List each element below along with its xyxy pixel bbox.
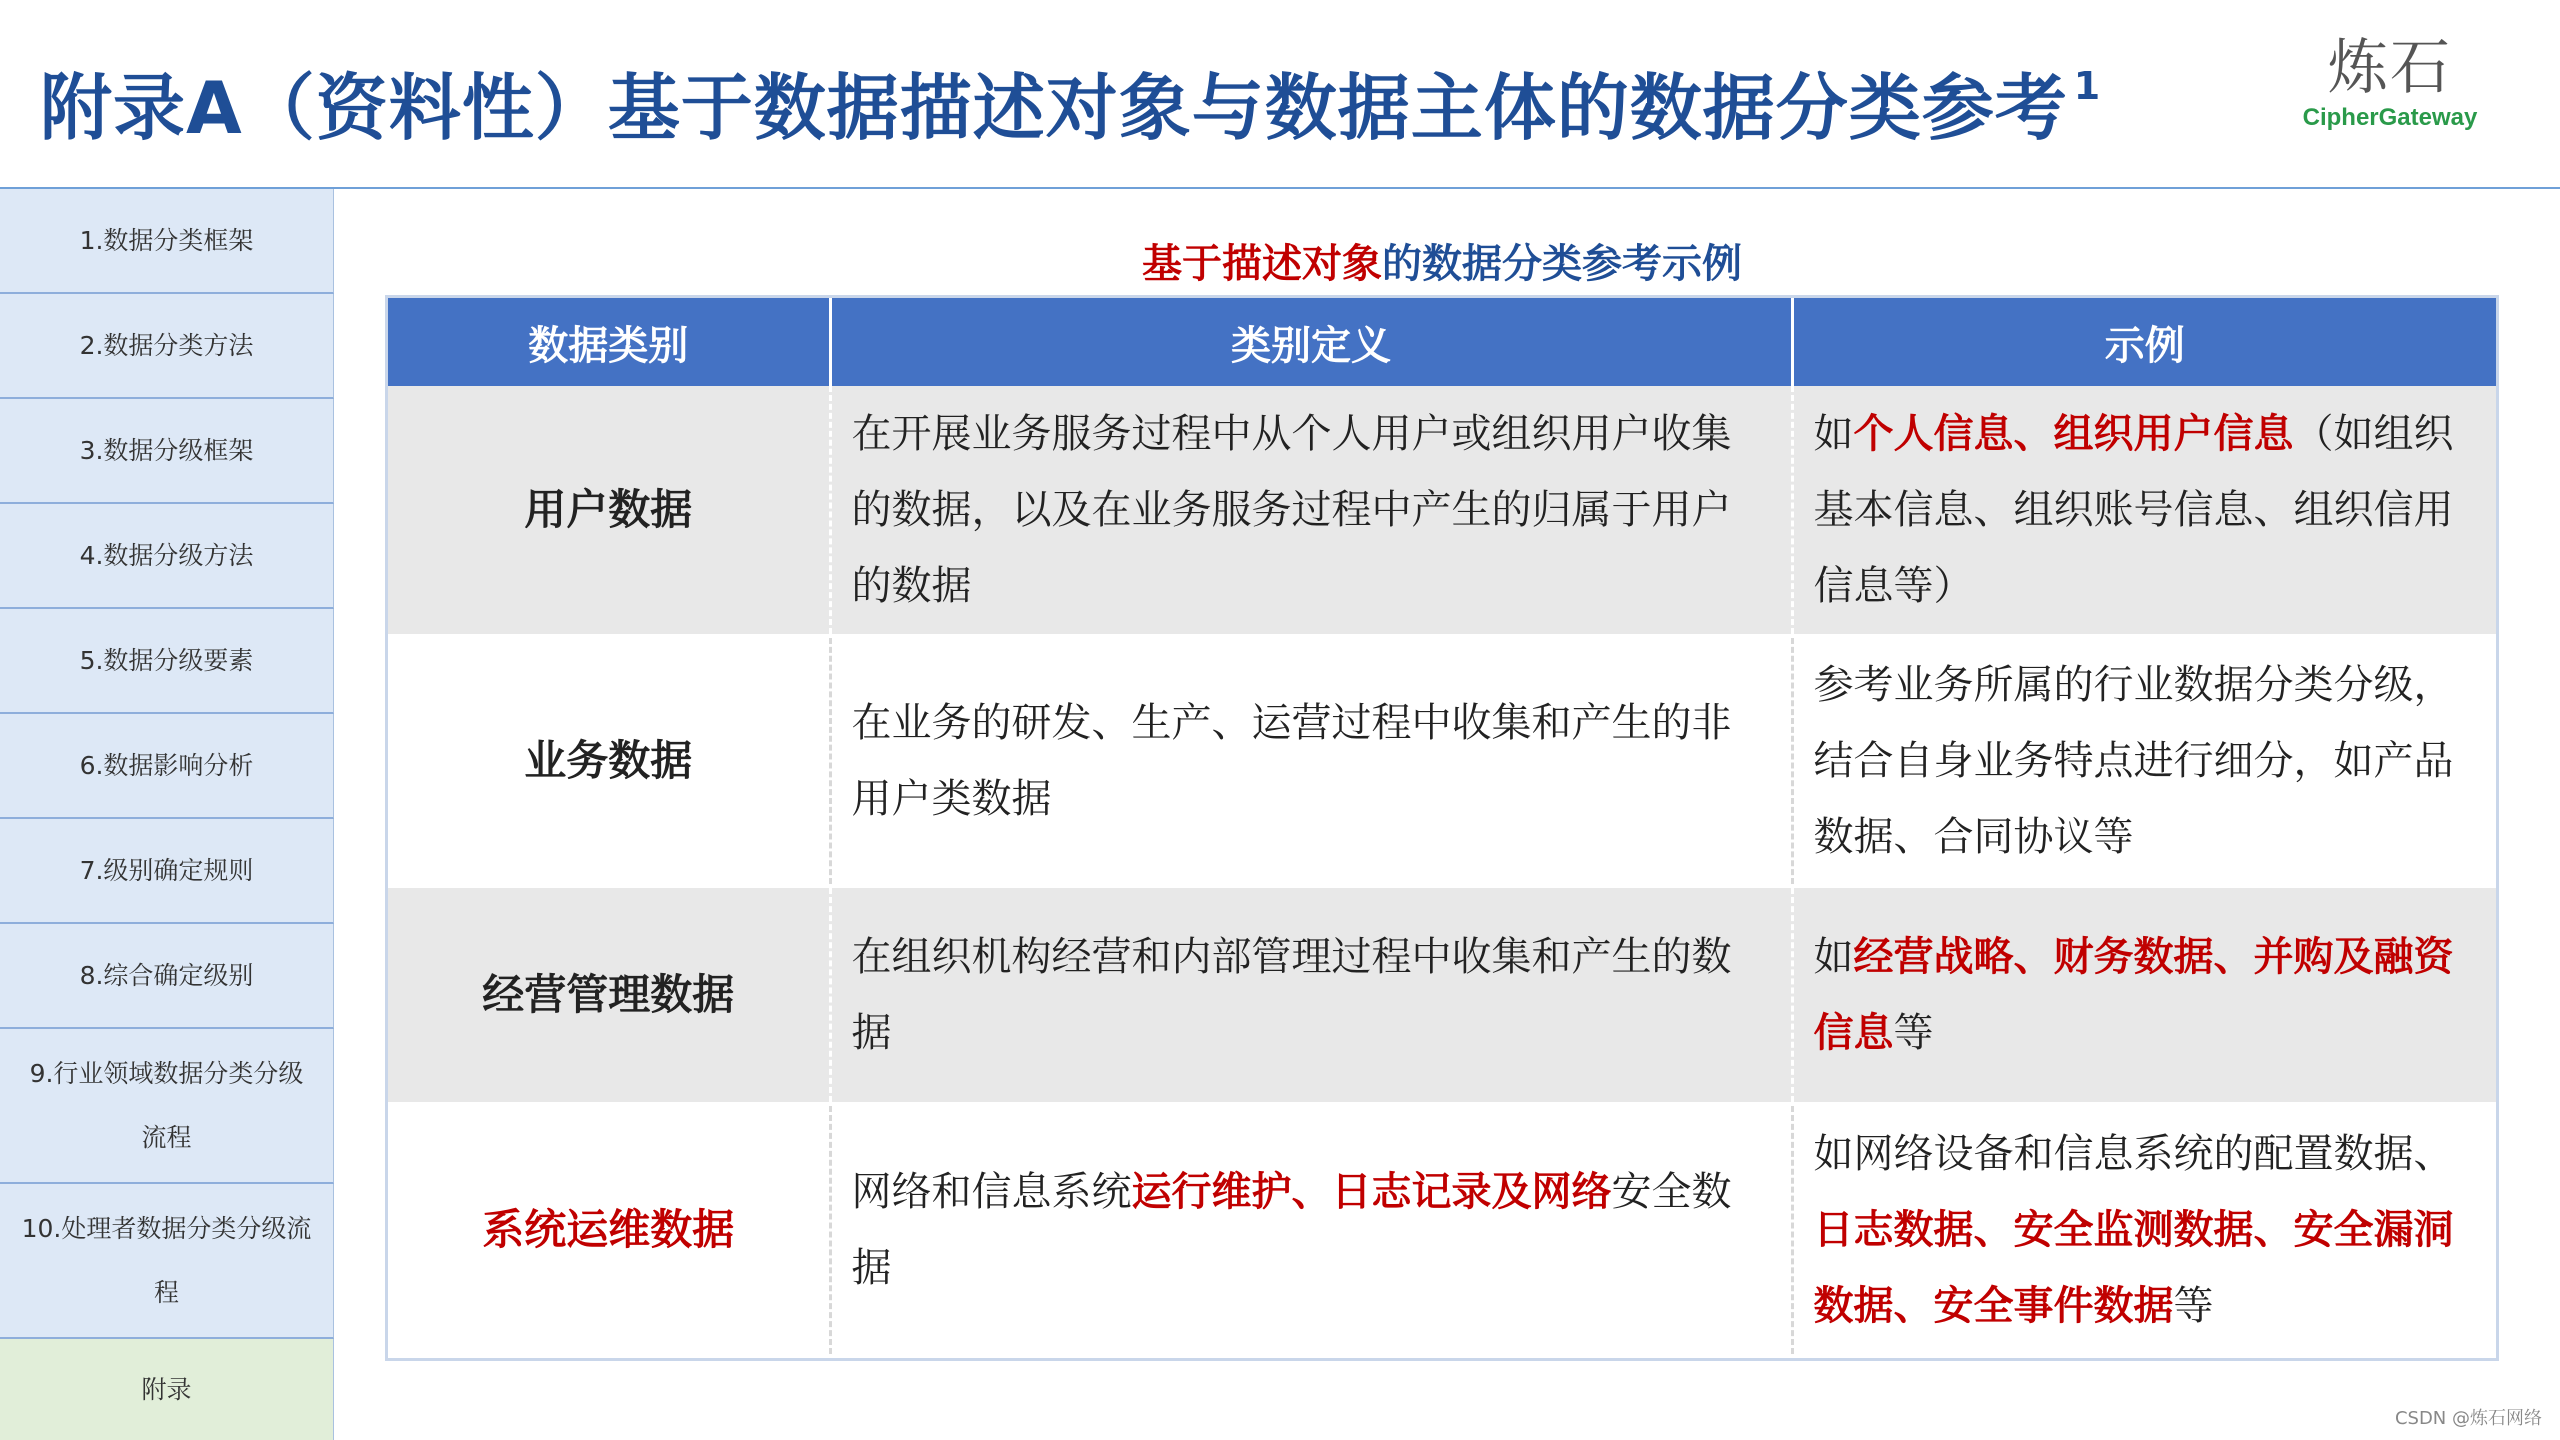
sidebar-item-level-rules[interactable]: 7.级别确定规则: [0, 819, 334, 924]
category-cell: 业务数据: [388, 636, 830, 886]
sidebar-item-combined-level[interactable]: 8.综合确定级别: [0, 924, 334, 1029]
table-row: [388, 386, 2496, 636]
sidebar-item-grading-elements[interactable]: 5.数据分级要素: [0, 609, 334, 714]
sidebar-item-impact-analysis[interactable]: 6.数据影响分析: [0, 714, 334, 819]
table-row: [388, 636, 2496, 886]
page-title: 附录A（资料性）基于数据描述对象与数据主体的数据分类参考 $^1$: [40, 64, 2102, 150]
table-header-row: [388, 298, 2496, 386]
category-cell: 用户数据: [388, 386, 830, 636]
example-cell: 如经营战略、财务数据、并购及融资信息等: [1792, 886, 2496, 1104]
example-cell: 如网络设备和信息系统的配置数据、日志数据、安全监测数据、安全漏洞数据、安全事件数据等: [1792, 1104, 2496, 1356]
sidebar-item-processor-process[interactable]: 10.处理者数据分类分级流程: [0, 1184, 334, 1339]
footnote-marker: 1: [2073, 64, 2102, 108]
definition-cell: 在开展业务服务过程中从个人用户或组织用户收集的数据，以及在业务服务过程中产生的归属于用户的数据: [830, 386, 1792, 636]
page-header: [0, 0, 2560, 189]
sidebar-item-industry-process[interactable]: 9.行业领域数据分类分级流程: [0, 1029, 334, 1184]
sidebar-nav: [0, 189, 334, 1440]
category-cell: 系统运维数据: [388, 1104, 830, 1356]
table-row: [388, 886, 2496, 1104]
definition-cell: 在组织机构经营和内部管理过程中收集和产生的数据: [830, 886, 1792, 1104]
column-header-example: 示例: [1792, 298, 2496, 386]
watermark: CSDN @炼石网络: [2394, 1408, 2542, 1429]
column-header-category: 数据类别: [388, 298, 830, 386]
sidebar-item-classification-method[interactable]: 2.数据分类方法: [0, 294, 334, 399]
logo-text: CipherGateway: [2302, 104, 2478, 131]
sidebar-item-classification-framework[interactable]: 1.数据分类框架: [0, 189, 334, 294]
column-header-definition: 类别定义: [830, 298, 1792, 386]
table-row: [388, 1104, 2496, 1356]
classification-table: [388, 298, 2496, 1358]
definition-cell: 在业务的研发、生产、运营过程中收集和产生的非用户类数据: [830, 636, 1792, 886]
category-cell: 经营管理数据: [388, 886, 830, 1104]
company-logo: [2290, 33, 2490, 132]
example-cell: 如个人信息、组织用户信息（如组织基本信息、组织账号信息、组织信用信息等）: [1792, 386, 2496, 636]
sidebar-item-appendix[interactable]: 附录: [0, 1339, 334, 1440]
sidebar-item-grading-method[interactable]: 4.数据分级方法: [0, 504, 334, 609]
example-cell: 参考业务所属的行业数据分类分级，结合自身业务特点进行细分，如产品数据、合同协议等: [1792, 636, 2496, 886]
logo-mark: 炼石: [2328, 33, 2452, 103]
sidebar-item-grading-framework[interactable]: 3.数据分级框架: [0, 399, 334, 504]
definition-cell: 网络和信息系统运行维护、日志记录及网络安全数据: [830, 1104, 1792, 1356]
table-caption: 基于描述对象的数据分类参考示例: [1142, 241, 1742, 287]
